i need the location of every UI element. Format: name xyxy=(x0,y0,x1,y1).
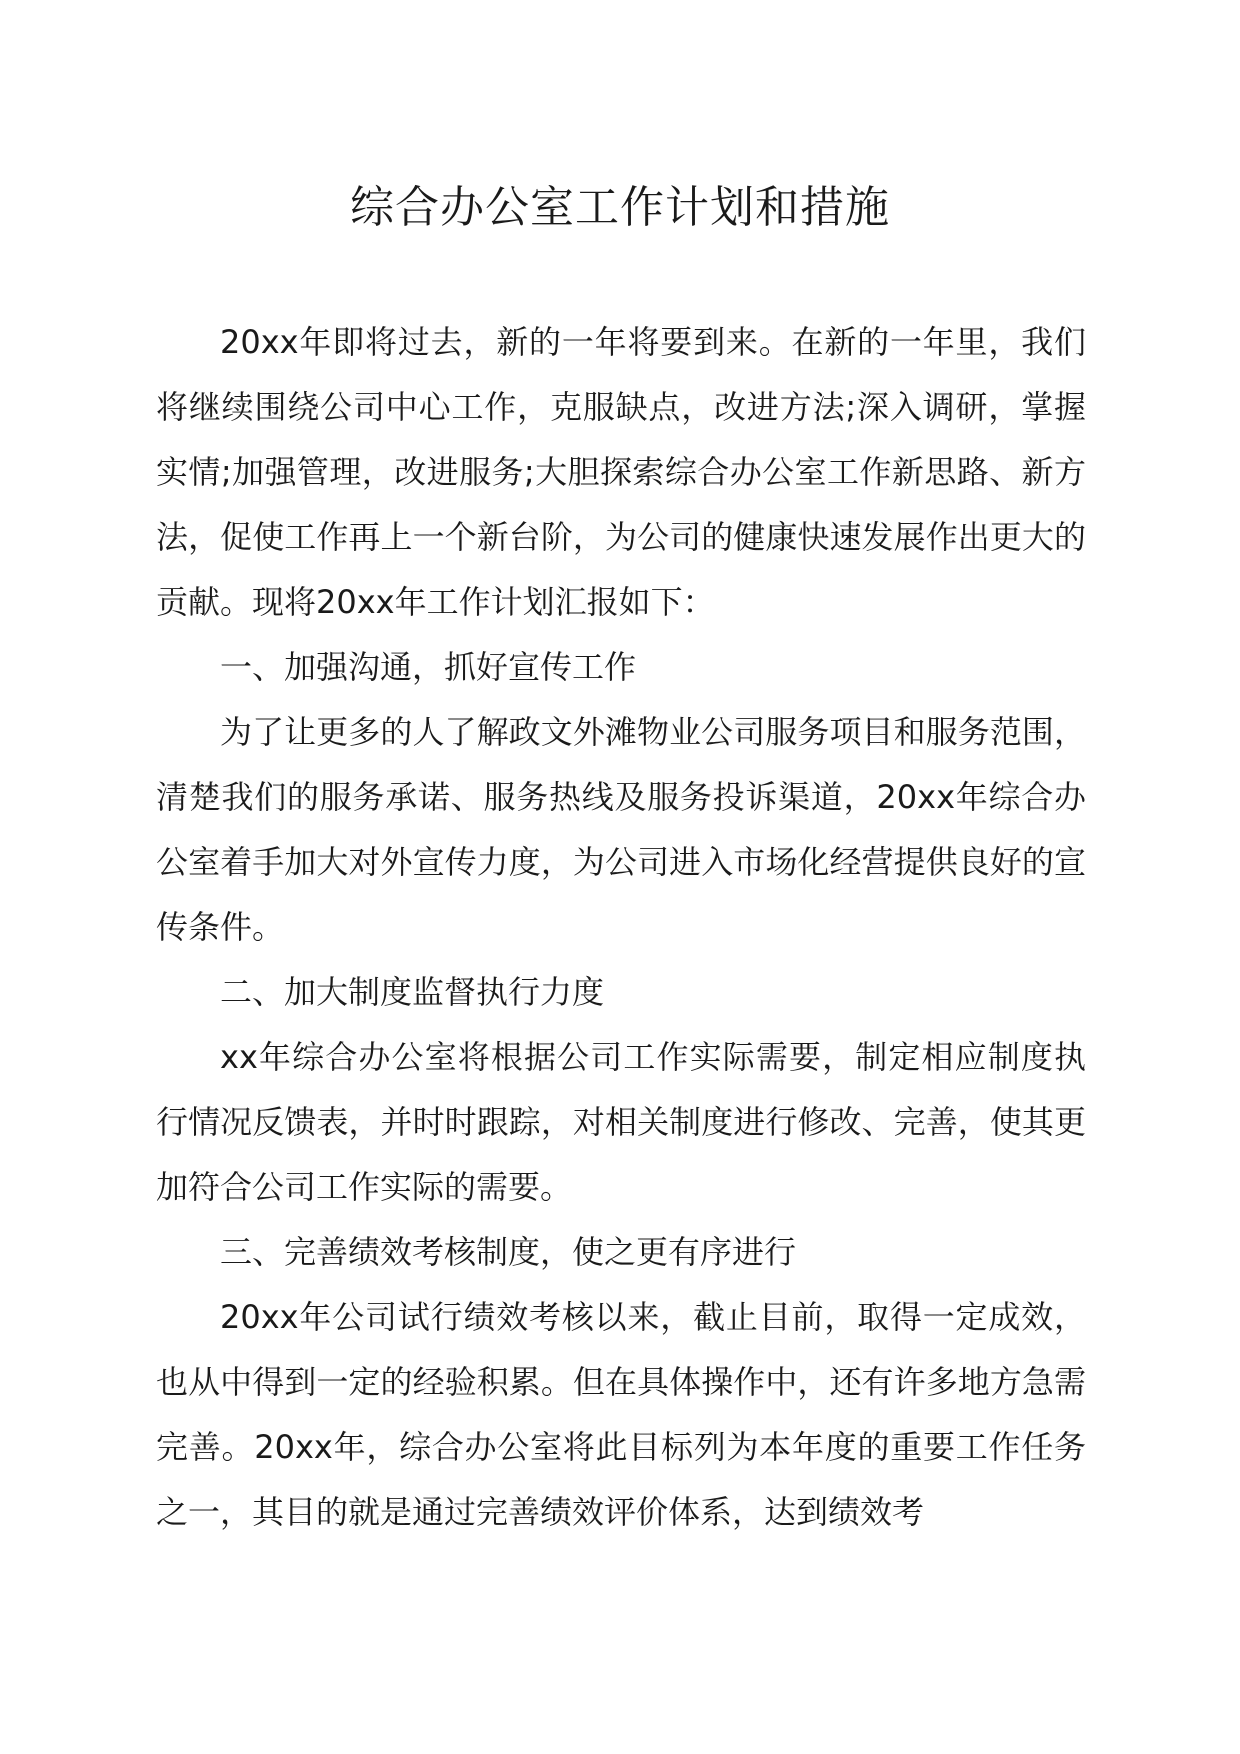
document-body xyxy=(156,310,1086,1545)
paragraph-section-3: 20xx年公司试行绩效考核以来，截止目前，取得一定成效，也从中得到一定的经验积累。但在具体操作中，还有许多地方急需完善。20xx年，综合办公室将此目标列为本年度的重要工作任务之一，其目的就是通过完善绩效评价体系，达到绩效考 xyxy=(156,1298,1086,1531)
paragraph-section-2: xx年综合办公室将根据公司工作实际需要，制定相应制度执行情况反馈表，并时时跟踪，对相关制度进行修改、完善，使其更加符合公司工作实际的需要。 xyxy=(156,1038,1086,1206)
paragraph-section-1: 为了让更多的人了解政文外滩物业公司服务项目和服务范围，清楚我们的服务承诺、服务热线及服务投诉渠道，20xx年综合办公室着手加大对外宣传力度，为公司进入市场化经营提供良好的宣传条件。 xyxy=(156,713,1086,946)
paragraph-intro: 20xx年即将过去，新的一年将要到来。在新的一年里，我们将继续围绕公司中心工作，克服缺点，改进方法;深入调研，掌握实情;加强管理，改进服务;大胆探索综合办公室工作新思路、新方法，促使工作再上一个新台阶，为公司的健康快速发展作出更大的贡献。现将20xx年工作计划汇报如下： xyxy=(156,323,1086,621)
section-heading-1: 一、加强沟通，抓好宣传工作 xyxy=(220,648,637,686)
section-heading-3: 三、完善绩效考核制度，使之更有序进行 xyxy=(220,1233,797,1271)
document-title: 综合办公室工作计划和措施 xyxy=(350,182,890,233)
section-heading-2: 二、加大制度监督执行力度 xyxy=(220,973,605,1011)
